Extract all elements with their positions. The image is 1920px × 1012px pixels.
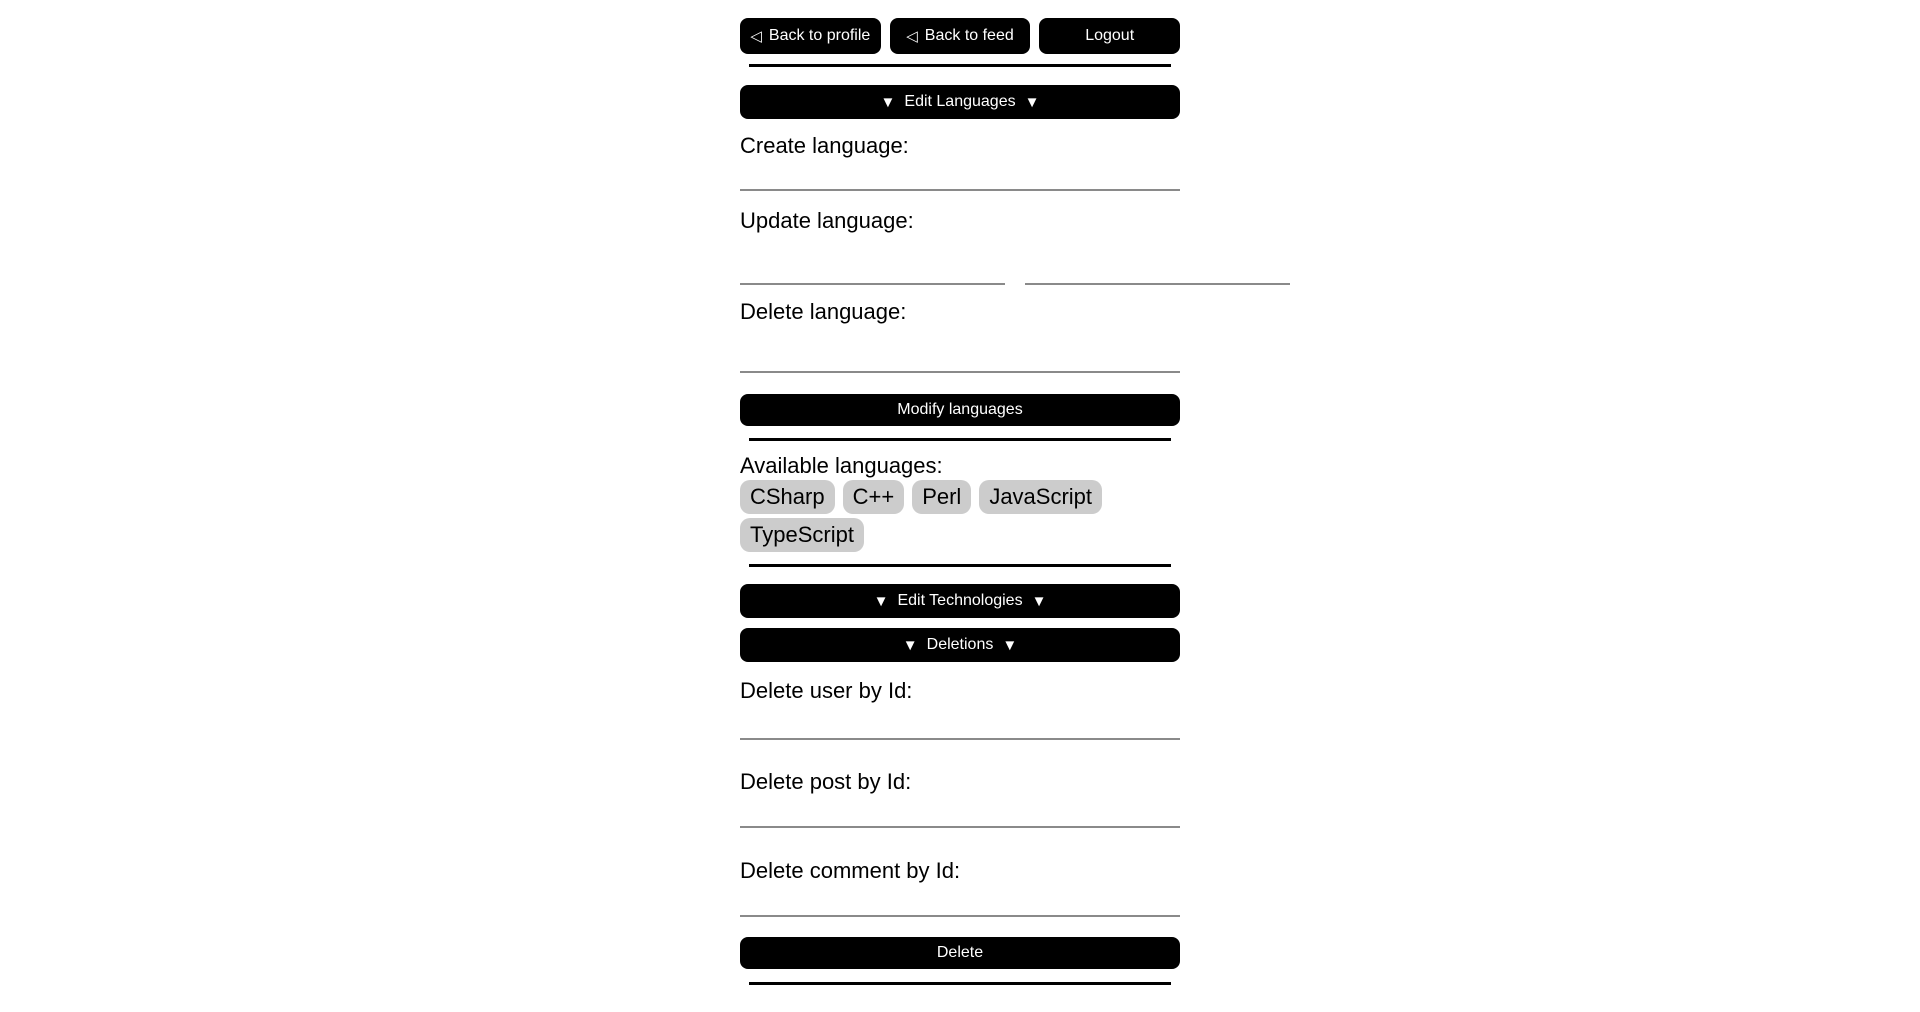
back-to-profile-button[interactable] [740, 18, 881, 54]
delete-button[interactable]: Delete [740, 937, 1180, 969]
caret-down-icon: ▼ [873, 592, 889, 610]
delete-post-label: Delete post by Id: [740, 769, 912, 794]
deletions-toggle-label: Deletions [926, 636, 994, 653]
available-languages-label: Available languages: [740, 453, 943, 478]
divider [749, 564, 1171, 567]
caret-down-icon: ▼ [1024, 93, 1040, 111]
create-language-label: Create language: [740, 133, 909, 158]
language-chip: Perl [912, 480, 971, 514]
back-to-feed-button[interactable] [890, 18, 1031, 54]
delete-post-input[interactable] [740, 796, 1180, 828]
update-language-input-2[interactable] [1025, 253, 1290, 285]
language-chips-row [740, 518, 1180, 552]
modify-languages-button[interactable]: Modify languages [740, 394, 1180, 426]
language-chip: C++ [843, 480, 905, 514]
edit-technologies-toggle-label: Edit Technologies [897, 592, 1023, 609]
caret-down-icon: ▼ [902, 636, 918, 654]
delete-user-input[interactable] [740, 708, 1180, 740]
delete-language-input[interactable] [740, 341, 1180, 373]
divider [749, 438, 1171, 441]
delete-comment-label: Delete comment by Id: [740, 858, 961, 883]
deletions-toggle[interactable] [740, 628, 1180, 662]
edit-languages-toggle[interactable] [740, 85, 1180, 119]
divider [749, 982, 1171, 985]
edit-languages-toggle-label: Edit Languages [904, 93, 1016, 110]
logout-button[interactable] [1039, 18, 1180, 54]
header-buttons [740, 18, 1180, 54]
divider [749, 64, 1171, 67]
admin-panel [740, 0, 1180, 985]
create-language-input[interactable] [740, 159, 1180, 191]
update-language-input-1[interactable] [740, 253, 1005, 285]
caret-down-icon: ▼ [880, 93, 896, 111]
delete-user-label: Delete user by Id: [740, 678, 913, 703]
update-language-inputs [740, 253, 1180, 285]
language-chips-row [740, 480, 1180, 514]
delete-language-label: Delete language: [740, 299, 907, 324]
language-chip: TypeScript [740, 518, 864, 552]
caret-down-icon: ▼ [1002, 636, 1018, 654]
logout-label: Logout [1085, 27, 1135, 44]
language-chip: JavaScript [979, 480, 1102, 514]
delete-comment-input[interactable] [740, 885, 1180, 917]
language-chips [740, 480, 1180, 552]
back-icon: ◁ [750, 27, 762, 45]
caret-down-icon: ▼ [1031, 592, 1047, 610]
language-chip: CSharp [740, 480, 835, 514]
back-to-profile-label: Back to profile [768, 27, 871, 44]
back-to-feed-label: Back to feed [924, 27, 1014, 44]
update-language-label: Update language: [740, 208, 914, 233]
edit-technologies-toggle[interactable] [740, 584, 1180, 618]
back-icon: ◁ [906, 27, 918, 45]
